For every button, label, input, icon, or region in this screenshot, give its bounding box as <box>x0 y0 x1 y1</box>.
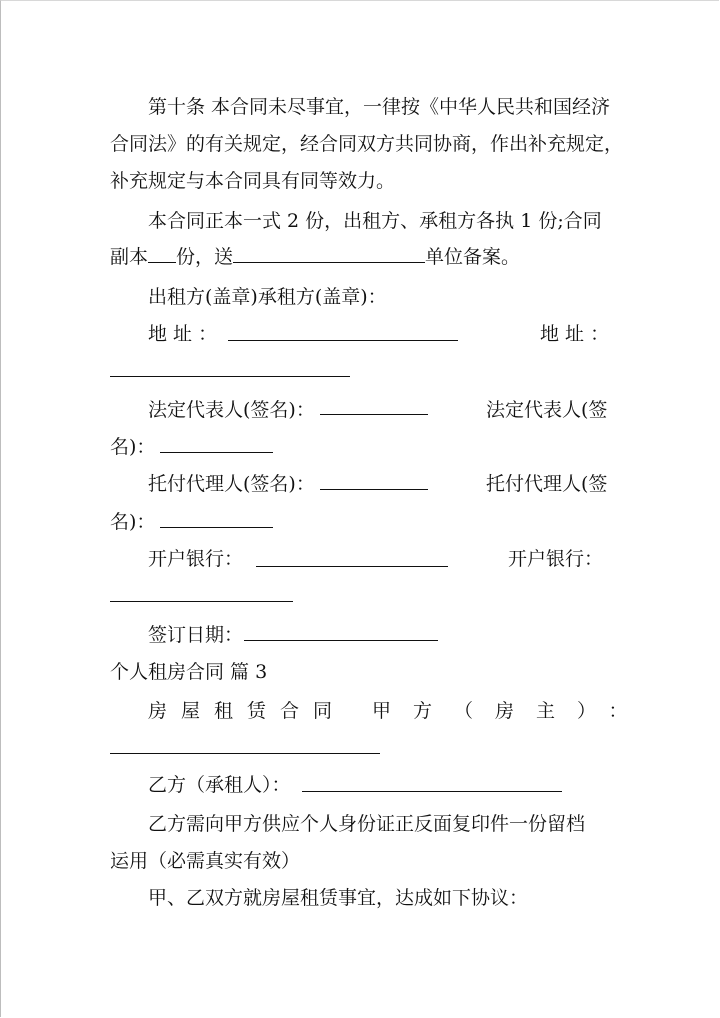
copies-count-blank[interactable] <box>148 244 176 263</box>
agent-right-label-cont: 名)： <box>110 511 156 533</box>
sign-date-label: 签订日期： <box>148 624 244 646</box>
agreement-line: 甲、乙双方就房屋租赁事宜，达成如下协议： <box>148 887 529 909</box>
legal-rep-right-label: 法定代表人(签 <box>486 399 608 421</box>
bank-right-label: 开户银行： <box>508 548 604 570</box>
sign-date-blank[interactable] <box>244 640 438 641</box>
bank-right-blank[interactable] <box>110 601 293 602</box>
agent-right-label: 托付代理人(签 <box>486 473 608 495</box>
parties-seal-line: 出租方(盖章)承租方(盖章)： <box>148 286 387 308</box>
article-10-line-2: 合同法》的有关规定，经合同双方共同协商，作出补充规定， <box>110 133 624 155</box>
copies-line-1: 本合同正本一式 2 份，出租方、承租方各执 1 份;合同 <box>148 210 602 232</box>
copies-send-label: 份，送 <box>176 246 234 268</box>
copies-copy-label: 副本 <box>110 246 149 268</box>
agent-left-label: 托付代理人(签名)： <box>148 473 315 495</box>
bank-left-blank[interactable] <box>256 566 448 567</box>
id-note-line-2: 运用（必需真实有效） <box>110 850 301 872</box>
legal-rep-left-blank[interactable] <box>320 414 428 415</box>
copies-line-2 <box>110 244 520 270</box>
legal-rep-right-label-cont: 名)： <box>110 436 156 458</box>
article-10-line-1: 第十条 本合同未尽事宜，一律按《中华人民共和国经济 <box>148 96 611 118</box>
copies-filing-label: 单位备案。 <box>425 246 521 268</box>
copies-unit-blank[interactable] <box>233 244 425 263</box>
party-b-blank[interactable] <box>302 791 562 792</box>
lease-contract-title: 房屋租赁合同 <box>148 700 347 722</box>
agent-left-blank[interactable] <box>320 489 428 490</box>
address-left-label: 地 址 ： <box>148 323 218 345</box>
address-right-label: 地 址 ： <box>540 323 610 345</box>
article-10-line-3: 补充规定与本合同具有同等效力。 <box>110 170 396 192</box>
address-right-blank[interactable] <box>110 376 350 377</box>
legal-rep-right-blank[interactable] <box>160 452 273 453</box>
party-a-label: 甲方（房主）： <box>372 700 650 722</box>
legal-rep-left-label: 法定代表人(签名)： <box>148 399 315 421</box>
party-b-label: 乙方（承租人）： <box>148 774 291 796</box>
agent-right-blank[interactable] <box>160 527 273 528</box>
section-3-heading: 个人租房合同 篇 3 <box>110 661 268 683</box>
bank-left-label: 开户银行： <box>148 548 244 570</box>
id-note-line-1: 乙方需向甲方供应个人身份证正反面复印件一份留档 <box>148 813 586 835</box>
address-left-blank[interactable] <box>228 340 458 341</box>
party-a-blank[interactable] <box>110 753 380 754</box>
